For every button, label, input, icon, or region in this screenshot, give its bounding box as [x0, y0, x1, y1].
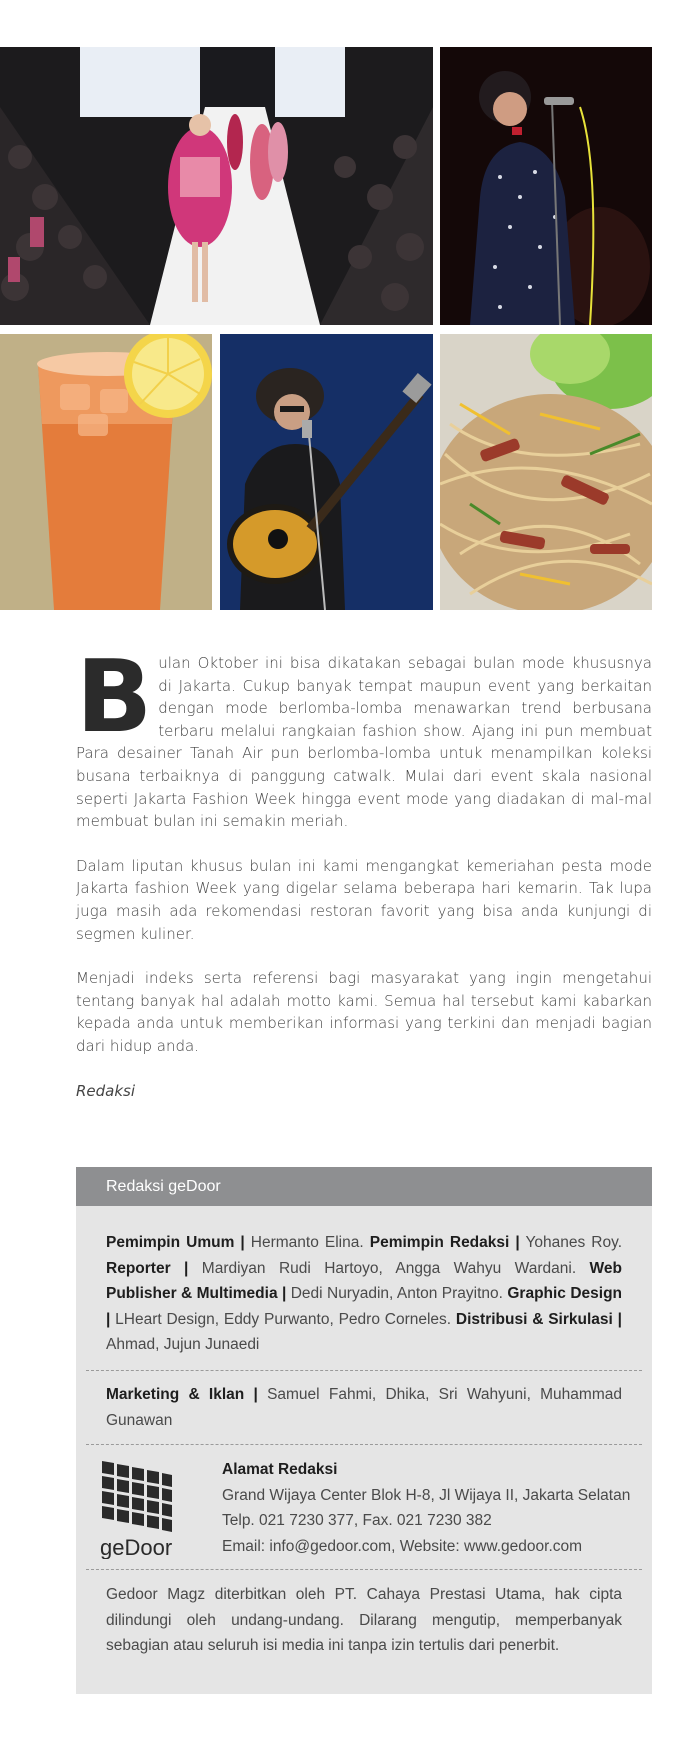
article-paragraph-2: Dalam liputan khusus bulan ini kami mengangkat kemeriahan pesta mode Jakarta fashion Week yang digelar selama beberapa hari kemarin. Tak lupa juga masih ada rekomendasi restoran favorit yang bisa anda kunjungi di segmen kuliner. [76, 856, 652, 943]
logo-text: geDoor [100, 1535, 173, 1560]
phone-line: Telp. 021 7230 377, Fax. 021 7230 382 [222, 1512, 492, 1530]
credit-role: Pemimpin Umum | [106, 1234, 245, 1251]
masthead-header: Redaksi geDoor [76, 1167, 652, 1206]
credit-role: Distribusi & Sirkulasi | [455, 1310, 622, 1328]
credit-role: Graphic Design | [106, 1285, 623, 1328]
photo-runway [0, 47, 433, 325]
credit-names: Mardiyan Rudi Hartoyo, Angga Wahyu Wardani. [201, 1259, 577, 1277]
photo-noodles [440, 334, 652, 610]
credit-names: Yohanes Roy. [525, 1234, 623, 1251]
gedoor-logo [100, 1459, 176, 1559]
contact-line: Email: info@gedoor.com, Website: www.gedoor.com [222, 1537, 583, 1555]
credits-section [76, 1206, 652, 1370]
credit-role: Pemimpin Redaksi | [369, 1234, 520, 1251]
credit-names: Dedi Nuryadin, Anton Prayitno. [290, 1285, 503, 1303]
address-section [76, 1445, 652, 1569]
credit-names: Ahmad, Jujun Junaedi [106, 1336, 260, 1354]
masthead-box [76, 1167, 652, 1694]
marketing-role: Marketing & Iklan | [106, 1385, 258, 1403]
credit-role: Web Publisher & Multimedia | [106, 1259, 622, 1303]
photo-drink [0, 334, 212, 610]
credit-names: Hermanto Elina. [250, 1234, 364, 1251]
address-line: Grand Wijaya Center Blok H-8, Jl Wijaya II, Jakarta Selatan [222, 1486, 631, 1504]
credit-role: Reporter | [106, 1259, 189, 1277]
article-body [76, 638, 652, 1124]
article-paragraph-1: Bulan Oktober ini bisa dikatakan sebagai bulan mode khususnya di Jakarta. Cukup banyak tempat maupun event yang berkaitan dengan mode berlomba-lomba menawarkan trend berbusana terbaru melalui rangkaian fashion show. Ajang ini pun membuat Para desainer Tanah Air pun berlomba-lomba untuk menampilkan koleksi busana terbaiknya di panggung catwalk. Mulai dari event skala nasional seperti Jakarta Fashion Week hingga event mode yang diadakan di mal-mal membuat bulan ini semakin meriah. [76, 638, 652, 831]
address-title: Alamat Redaksi [222, 1461, 338, 1479]
address-block [222, 1457, 630, 1559]
marketing-names: Samuel Fahmi, Dhika, Sri Wahyuni, Muhammad Gunawan [106, 1385, 622, 1429]
marketing-section [76, 1371, 652, 1444]
photo-singer [440, 47, 652, 325]
drop-cap: B [76, 638, 153, 755]
article-paragraph-3: Menjadi indeks serta referensi bagi masyarakat yang ingin mengetahui tentang banyak hal adalah motto kami. Semua hal tersebut kami kabarkan kepada anda untuk memberikan informasi yang terkini dan menjadi bagian dari hidup anda. [76, 969, 652, 1055]
legal-notice: Gedoor Magz diterbitkan oleh PT. Cahaya Prestasi Utama, hak cipta dilindungi oleh undang-undang. Dilarang mengutip, memperbanyak sebagian atau seluruh isi media ini tanpa izin tertulis dari penerbit. [106, 1586, 622, 1655]
credit-names: LHeart Design, Eddy Purwanto, Pedro Corneles. [115, 1310, 452, 1328]
photo-guitar [220, 334, 433, 610]
article-signature: Redaksi [76, 1081, 136, 1100]
